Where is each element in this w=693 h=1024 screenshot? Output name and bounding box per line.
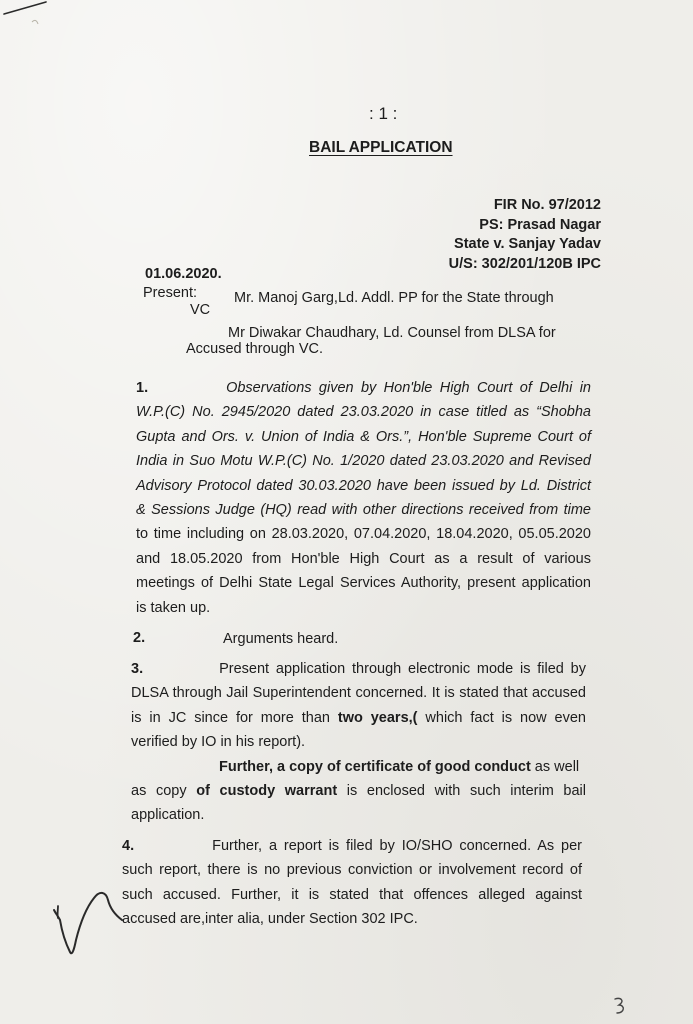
paragraph-number: 4. [122, 838, 135, 854]
emphasis-good-conduct: Further, a copy of certificate of good conduct [219, 758, 531, 775]
paragraph-3-line: application. [131, 807, 205, 824]
paragraph-1-line: meetings of Delhi State Legal Services Authority, present application [136, 575, 591, 592]
paragraph-1-line: to time including on 28.03.2020, 07.04.2020, 18.04.2020, 05.05.2020 [136, 526, 591, 543]
paragraph-4 [122, 834, 582, 932]
emphasis-two-years: two years,( [337, 709, 418, 726]
paragraph-4-line: 4. Further, a report is filed by IO/SHO concerned. As per [122, 838, 582, 854]
police-station: PS: Prasad Nagar [479, 216, 601, 233]
hearing-date: 01.06.2020. [145, 266, 222, 282]
paragraph-number: 2. [133, 630, 146, 646]
page-number: : 1 : [369, 104, 398, 123]
paragraph-1-line: and 18.05.2020 from Hon'ble High Court as a result of various [136, 550, 591, 567]
paragraph-2-text: Arguments heard. [223, 631, 339, 647]
paragraph-3-line: Further, a copy of certificate of good conduct as well [219, 758, 580, 775]
paragraph-3-line: as copy of custody warrant is enclosed with such interim bail [131, 783, 586, 800]
paragraph-number: 1. [136, 380, 149, 396]
paragraph-4-line: such accused. Further, it is stated that offences alleged against [122, 886, 582, 903]
present-prosecutor: Mr. Manoj Garg,Ld. Addl. PP for the State through [234, 290, 554, 306]
case-sections: U/S: 302/201/120B IPC [448, 255, 601, 272]
fir-number: FIR No. 97/2012 [493, 197, 601, 213]
case-details [449, 196, 601, 274]
present-counsel: Mr Diwakar Chaudhary, Ld. Counsel from DLSA for [228, 325, 556, 341]
paragraph-1-line: India in Suo Motu W.P.(C) No. 1/2020 dated 23.03.2020 and Revised [136, 453, 591, 470]
pen-mark [611, 995, 631, 1017]
paragraph-4-line: such report, there is no previous conviction or involvement record of [122, 862, 582, 879]
paragraph-1 [136, 376, 591, 620]
paragraph-3 [131, 657, 586, 828]
paragraph-1-line: Advisory Protocol dated 30.03.2020 have been issued by Ld. District [136, 477, 591, 494]
paragraph-1-line: W.P.(C) No. 2945/2020 dated 23.03.2020 in case titled as “Shobha [136, 404, 591, 421]
paragraph-3-line: DLSA through Jail Superintendent concerned. It is stated that accused [131, 685, 586, 702]
paragraph-number: 3. [131, 661, 144, 677]
pen-stroke-mark [2, 0, 62, 30]
case-parties: State v. Sanjay Yadav [454, 236, 601, 252]
paragraph-1-line: 1. Observations given by Hon'ble High Court of Delhi in [136, 380, 591, 396]
paragraph-1-line: & Sessions Judge (HQ) read with other directions received from time [136, 502, 591, 519]
document-title: BAIL APPLICATION [309, 139, 453, 156]
emphasis-custody-warrant: of custody warrant [196, 783, 338, 800]
handwritten-initials [50, 880, 140, 960]
paragraph-1-line: is taken up. [136, 599, 211, 616]
paragraph-1-line: Gupta and Ors. v. Union of India & Ors.”, Hon'ble Supreme Court of [136, 428, 591, 445]
paragraph-3-line: verified by IO in his report). [131, 734, 306, 751]
present-counsel-cont: Accused through VC. [186, 341, 324, 357]
paragraph-3-line: is in JC since for more than two years,( which fact is now even [131, 709, 586, 726]
present-prosecutor-cont: VC [190, 302, 211, 318]
paragraph-4-line: accused are,inter alia, under Section 302 IPC. [122, 911, 418, 928]
present-label: Present: [143, 285, 197, 301]
paragraph-3-line: 3. Present application through electronic mode is filed by [131, 661, 586, 677]
